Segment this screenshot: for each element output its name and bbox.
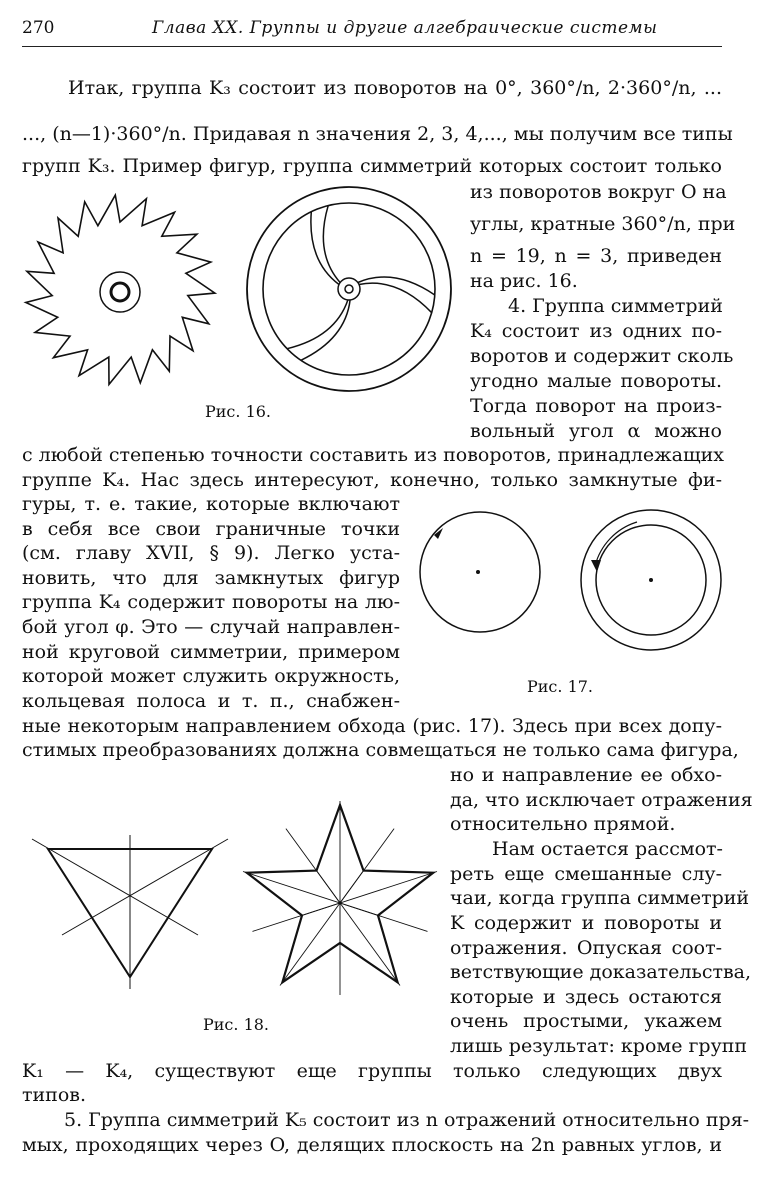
text-line-28: да, что исключает отражения [450,789,753,811]
star-axis-line [243,872,428,932]
caption-fig16: Рис. 16. [205,402,272,421]
figure-17-circle [418,510,542,634]
text-line-20: группа K₄ содержит повороты на лю- [22,591,400,613]
wheel-inner-rim [263,203,435,375]
text-line-6: n = 19, n = 3, приведен [470,245,722,267]
text-line-35: ветствующие доказательства, [450,961,752,983]
text-line-19: новить, что для замкнутых фигур [22,567,400,589]
text-line-42: мых, проходящих через O, делящих плоскость на 2n равных углов, и [22,1134,722,1156]
text-line-1: Итак, группа K₃ состоит из поворотов на 0°, 360°/n, 2·360°/n, ... [68,77,722,99]
page-number: 270 [22,18,55,38]
text-line-27: но и направление ее обхо- [450,764,722,786]
star-symmetry-axes [243,801,437,995]
saw-hub-outer [100,272,140,312]
circle-center-dot [476,570,480,574]
figure-18-star [240,795,440,995]
text-line-23: которой может служить окружность, [22,665,400,687]
figure-17-annulus [577,510,725,658]
text-line-12: Тогда поворот на произ- [470,395,722,417]
figure-18-triangle [30,835,230,990]
text-line-30: Нам остается рассмот- [492,838,723,860]
wheel-spoke-edge [358,277,435,295]
wheel-spoke-edge [359,283,432,313]
text-line-16: гуры, т. е. такие, которые включают [22,493,400,515]
wheel-axle [345,285,353,293]
text-line-13: вольный угол α можно [470,420,722,442]
text-line-29: относительно прямой. [450,813,676,835]
text-line-8: 4. Группа симметрий [508,295,723,317]
star-ridge-line [317,871,341,903]
star-ridge-line [340,903,378,915]
text-line-31: реть еще смешанные слу- [450,863,722,885]
saw-hub-inner [111,283,129,301]
text-line-41: 5. Группа симметрий K₅ состоит из n отражений относительно пря- [64,1109,750,1131]
star-axis-line [286,829,400,986]
figure-16-wheel [245,185,455,395]
header-rule [22,46,722,47]
star-ridge-line [340,871,364,903]
text-line-39: K₁ — K₄, существуют еще группы только следующих двух [22,1060,722,1082]
text-line-9: K₄ состоит из одних по- [470,320,722,342]
text-line-37: очень простыми, укажем [450,1010,722,1032]
text-line-5: углы, кратные 360°/n, при [470,213,736,235]
chapter-title: Глава XX. Группы и другие алгебраические системы [152,18,658,38]
text-line-32: чаи, когда группа симметрий [450,887,750,909]
star-axis-line [253,872,438,932]
text-line-10: воротов и содержит сколь [470,345,734,367]
figure-16-saw-gear [20,190,220,390]
wheel-spoke-edge [287,300,348,349]
text-line-34: отражения. Опуская соот- [450,937,722,959]
text-line-18: (см. главу XVII, § 9). Легко уста- [22,542,400,564]
text-line-14: с любой степенью точности составить из поворотов, принадлежащих [22,444,725,466]
text-line-22: ной круговой симметрии, примером [22,641,400,663]
annulus-arrow-icon [591,560,601,572]
wheel-hub [338,278,360,300]
wheel-spoke-edge [301,300,350,360]
text-line-36: которые и здесь остаются [450,986,722,1008]
annulus-center-dot [649,578,653,582]
text-line-26: стимых преобразованиях должна совмещаться не только сама фигура, [22,739,739,761]
text-line-11: угодно малые повороты. [470,370,722,392]
text-line-3: групп K₃. Пример фигур, группа симметрий которых состоит только [22,155,722,177]
text-line-38: лишь результат: кроме групп [450,1035,748,1057]
text-line-17: в себя все свои граничные точки [22,518,400,540]
wheel-spokes [287,206,435,361]
text-line-25: ные некоторым направлением обхода (рис. 17). Здесь при всех допу- [22,715,722,737]
symmetry-axis-2 [32,839,198,935]
saw-outline [26,195,215,384]
wheel-outer-rim [247,187,451,391]
text-line-40: типов. [22,1084,87,1106]
text-line-2: ..., (n—1)·360°/n. Придавая n значения 2, 3, 4,..., мы получим все типы [22,123,733,145]
text-line-15: группе K₄. Нас здесь интересуют, конечно, только замкнутые фи- [22,469,722,491]
star-axis-line [280,829,394,986]
text-line-33: K содержит и повороты и [450,912,722,934]
text-line-7: на рис. 16. [470,270,578,292]
caption-fig18: Рис. 18. [203,1015,270,1034]
text-line-4: из поворотов вокруг O на [470,181,727,203]
caption-fig17: Рис. 17. [527,677,594,696]
symmetry-axis-3 [62,839,228,935]
star-ridge-line [302,903,340,915]
text-line-21: бой угол φ. Это — случай направлен- [22,616,400,638]
text-line-24: кольцевая полоса и т. п., снабжен- [22,690,400,712]
